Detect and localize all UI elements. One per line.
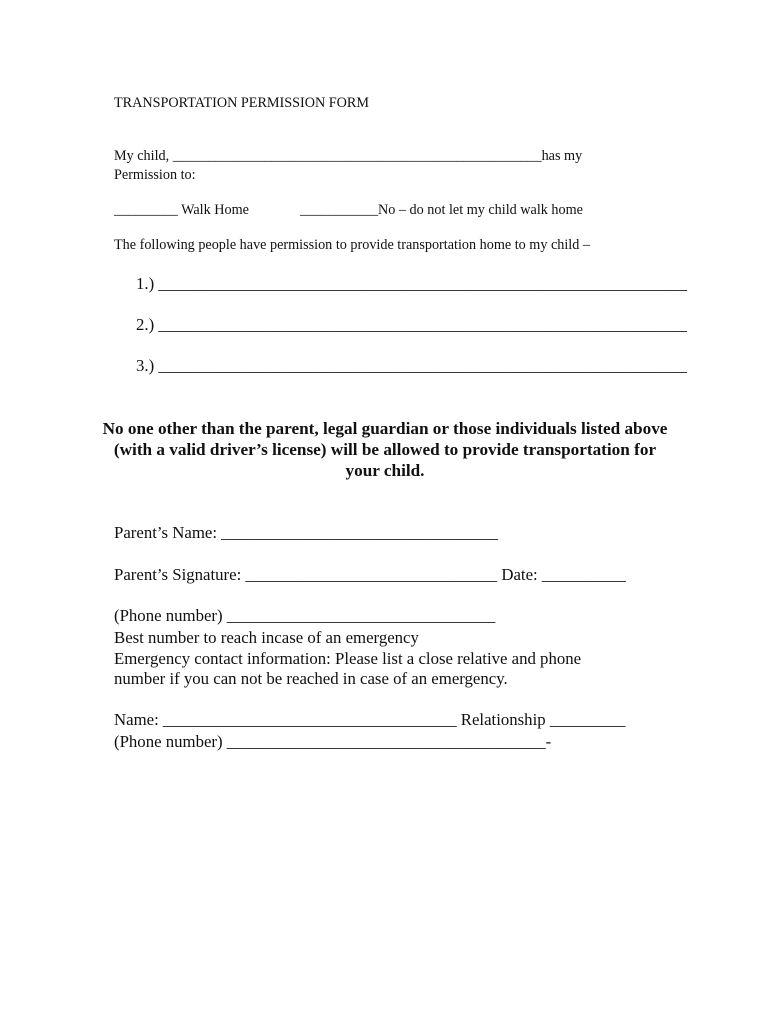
contact-phone-line: (Phone number) ______________________________________-	[114, 732, 552, 751]
walk-home-option: _________ Walk Home	[114, 202, 249, 218]
form-title: TRANSPORTATION PERMISSION FORM	[114, 95, 370, 111]
best-number-note: Best number to reach incase of an emergency	[114, 628, 419, 647]
emergency-info-line-1: Emergency contact information: Please list a close relative and phone	[114, 649, 582, 668]
contact-name-line: Name: ___________________________________ Relationship _________	[114, 710, 626, 729]
parent-name-line: Parent’s Name: _________________________________	[114, 523, 499, 542]
people-intro: The following people have permission to provide transportation home to my child –	[114, 237, 590, 253]
emergency-info-line-2: number if you can not be reached in case of an emergency.	[114, 669, 508, 688]
permission-label: Permission to:	[114, 167, 196, 183]
person-line-3: 3.) _______________________________________________________________	[136, 356, 687, 375]
policy-notice: No one other than the parent, legal guardian or those individuals listed above (with a valid driver’s license) will be allowed to provide transportation for your child.	[102, 419, 668, 480]
person-line-2: 2.) _______________________________________________________________	[136, 315, 687, 334]
parent-phone-line: (Phone number) ________________________________	[114, 606, 496, 625]
parent-signature-line: Parent’s Signature: ______________________________ Date: __________	[114, 565, 626, 584]
child-name-line: My child, ____________________________________________________has my	[114, 148, 583, 164]
person-line-1: 1.) _______________________________________________________________	[136, 274, 687, 293]
no-walk-option: ___________No – do not let my child walk home	[300, 202, 583, 218]
